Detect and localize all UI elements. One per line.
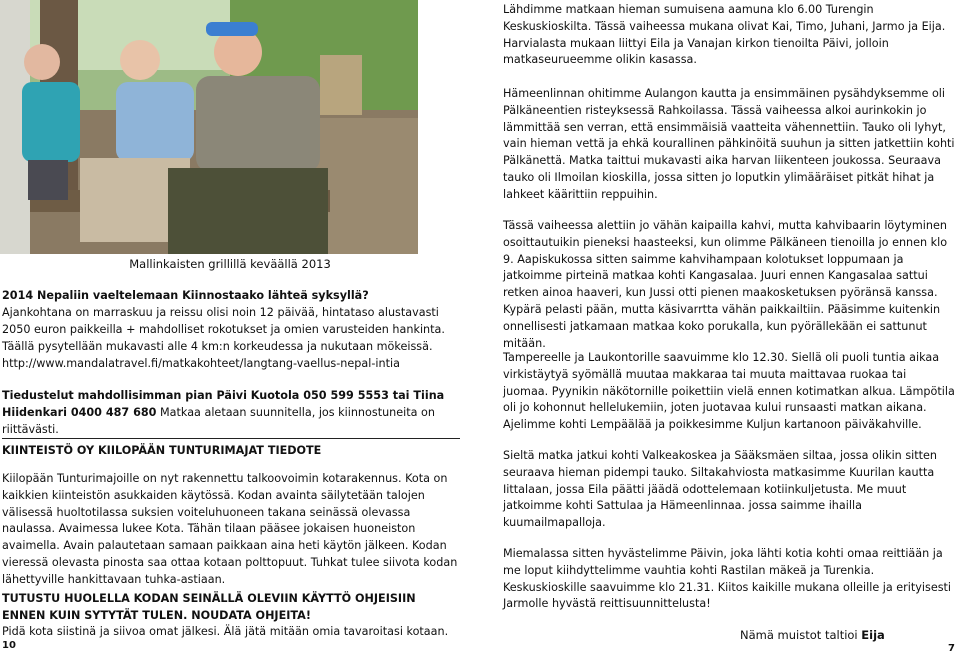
author-name: Eija — [861, 628, 885, 642]
group-photo — [0, 0, 418, 254]
story-paragraph-3: Tässä vaiheessa alettiin jo vähän kaipailla kahvi, mutta kahvibaarin löytyminen osoittautuikin pieneksi haasteeksi, kun olimme Pälkäneen tienoilla jo ennen klo 9. Aapiskukossa sitten saimme kahvihampaan kolotukset loppumaan ja jatkoimme pirteinä matkaa kohti Kangasalaa. Juuri ennen Kangasalaa sattui retken ainoa haaveri, kun Jussi otti pienen maakosketuksen pyöränsä kanssa. Kypärä pelasti pään, mutta käsivarrtta vähän paikkailtiin. Pääsimme kuitenkin onnellisesti jatkamaan matkaa koko porukalla, kun pyörällekään ei sattunut mitään. — [503, 219, 948, 350]
kiinteisto-warning: TUTUSTU HUOLELLA KODAN SEINÄLLÄ OLEVIIN KÄYTTÖ OHJEISIIN ENNEN KUIN SYTYTÄT TULEN. NOUDATA OHJEITA! — [2, 592, 416, 622]
photo-caption: Mallinkaisten grillillä keväällä 2013 — [129, 257, 331, 271]
kiinteisto-last-line: Pidä kota siistinä ja siivoa omat jälkesi. Älä jätä mitään omia tavaroitasi kotaan. — [2, 625, 449, 638]
story-paragraph-2: Hämeenlinnan ohitimme Aulangon kautta ja ensimmäinen pysähdyksemme oli Pälkäneentien risteyksessä Rahkoilassa. Tässä vaiheessa alkoi aurinkokin jo lämmittää sen verran, että ensimmäisiä vaatteita vähennettiin. Tauko oli lyhyt, vain hieman vettä ja ehkä kourallinen pähkinöitä suuhun ja sitten jatkettiin kohti Pälkänettä. Matka taittui mukavasti aika harvan liikenteen joukossa. Seuraava tauko oli Ilmoilan kioskilla, jossa sitten jo loputkin ylimääräiset pitkät hihat ja lahkeet käärittiin reppuihin. — [503, 87, 955, 201]
story-paragraph-6: Miemalassa sitten hyvästelimme Päivin, joka lähti kotia kohti omaa reittiään ja me loput kiihdyttelimme vauhtia kohti Rastilan mäkeä ja Turenkia. Keskuskioskille saavuimme klo 21.31. Kiitos kaikille mukana olleille ja erityisesti Jarmolle hyvästä reittisuunnittelusta! — [503, 547, 952, 611]
nepal-link[interactable]: http://www.mandalatravel.fi/matkakohteet/langtang-vaellus-nepal-intia — [2, 357, 400, 370]
kiinteisto-heading: KIINTEISTÖ OY KIILOPÄÄN TUNTURIMAJAT TIEDOTE — [2, 444, 322, 457]
signoff — [740, 628, 885, 642]
signoff-text: Nämä muistot taltioi — [740, 628, 858, 642]
contact-paragraph — [2, 388, 460, 438]
page-number-right: 7 — [948, 643, 955, 654]
nepal-heading: 2014 Nepaliin vaeltelemaan Kiinnostaako lähteä syksyllä? — [2, 289, 369, 302]
contact-rest: Matkaa aletaan suunnitella, jos kiinnostuneita on riittävästi. — [2, 405, 435, 436]
photo-illustration — [0, 0, 418, 254]
contact-info: Tiedustelut mahdollisimman pian Päivi Kuotola 050 599 5553 tai Tiina Hiidenkari 0400 487 680 — [2, 389, 445, 419]
story-paragraph-1: Lähdimme matkaan hieman sumuisena aamuna klo 6.00 Turengin Keskuskioskilta. Tässä vaiheessa mukana olivat Kai, Timo, Juhani, Jarmo ja Eija. Harvialasta mukaan liittyi Eila ja Vanajan kirkon tienoilta Päivi, jolloin matkaseurueemme olikin kasassa. — [503, 3, 946, 67]
story-paragraph-5: Sieltä matka jatkui kohti Valkeakoskea ja Sääksmäen siltaa, jossa olikin sitten seuraava hieman pidempi tauko. Siltakahviosta matkasimme Kuurilan kautta Iittalaan, jossa Eila päätti jäädä odottelemaan kotiinkuljetusta. Me muut jatkoimme kohti Sattulaa ja Hämeenlinnaa. jossa saimme ihailla kuumailmapalloja. — [503, 449, 938, 530]
nepal-text: Ajankohtana on marraskuu ja reissu olisi noin 12 päivää, hintataso alustavasti 2050 euron paikkeilla + mahdolliset rokotukset ja omien varusteiden hankinta. Täällä pysytellään mukavasti alle 4 km:n korkeudessa ja nukutaan mökeissä. — [2, 306, 445, 353]
story-paragraph-4: Tampereelle ja Laukontorille saavuimme klo 12.30. Siellä oli puoli tuntia aikaa virkistäytyä syömällä muutaa makkaraa tai muuta maittavaa ruokaa tai juomaa. Pyynikin näkötornille poikettiin vielä ennen kotimatkan alkua. Lämpötila oli jo kohonnut hellelukemiin, joten juotavaa kului runsaasti matkan aikana. Ajelimme kohti Lempäälää ja poikkesimme Kuljun kartanoon päiväkahville. — [503, 351, 955, 432]
kiinteisto-text: Kiilopään Tunturimajoille on nyt rakennettu talkoovoimin kotarakennus. Kota on kaikkien kiinteistön asukkaiden käytössä. Kodan avainta säilytetään talojen välisessä huoltotilassa suksien voiteluhuoneen takana seinässä olevassa naulassa. Avaimessa lukee Kota. Tähän tilaan pääsee jokaisen huoneiston avaimella. Avain palautetaan samaan paikkaan aina heti käytön jälkeen. Kodan vieressä olevasta pinosta saa ottaa kotaan polttopuut. Tuhkat tulee siivota kodan lähettyville hankittavaan tuhka-astiaan. — [2, 472, 458, 586]
section-divider — [2, 438, 460, 439]
page-number-left: 10 — [2, 640, 16, 651]
